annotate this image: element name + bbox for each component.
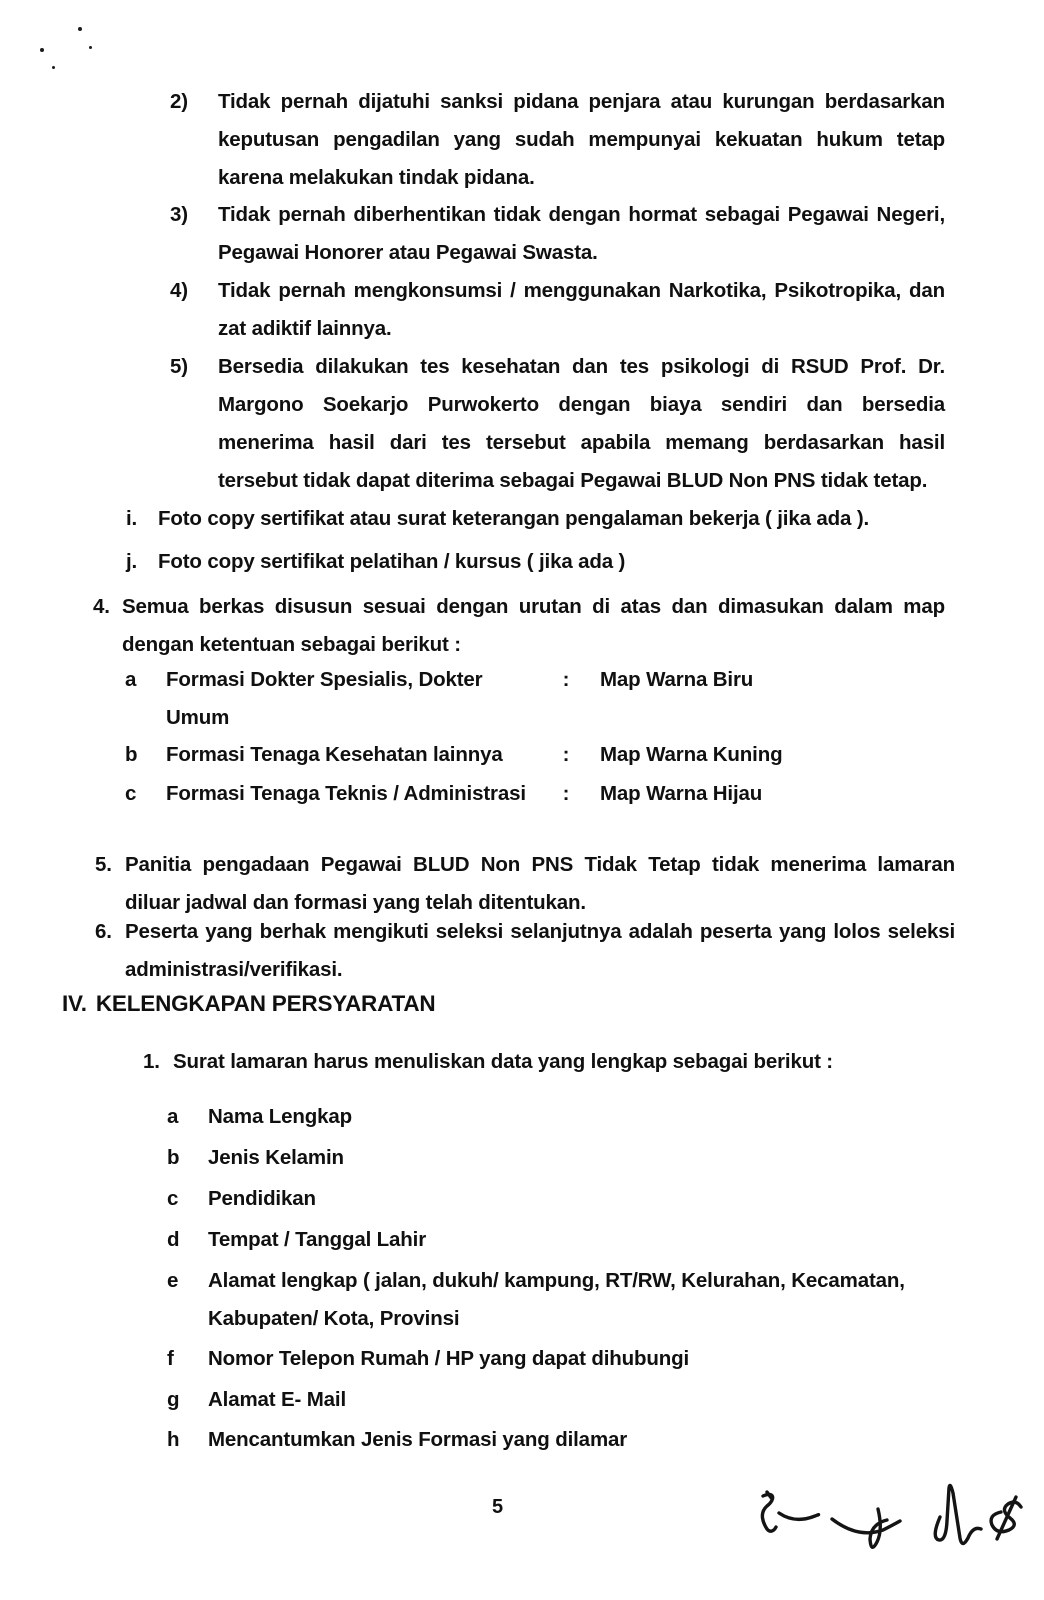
list-marker: 2) (170, 90, 188, 113)
data-field-row (167, 1262, 977, 1338)
data-field-row (167, 1381, 977, 1419)
field-text: Jenis Kelamin (208, 1146, 344, 1169)
map-color-value: Map Warna Hijau (600, 782, 763, 805)
row-marker: d (167, 1228, 180, 1251)
list-marker: i. (126, 507, 138, 530)
map-color-value: Map Warna Kuning (600, 743, 783, 766)
separator-colon: : (562, 782, 570, 805)
list-marker: j. (126, 550, 138, 573)
row-marker: c (167, 1187, 179, 1210)
data-field-row (167, 1221, 977, 1259)
row-marker: b (125, 743, 138, 766)
list-item-5 (170, 348, 945, 500)
rule-item-5 (95, 846, 955, 922)
row-marker: h (167, 1428, 180, 1451)
list-item-text: Bersedia dilakukan tes kesehatan dan tes psikologi di RSUD Prof. Dr. Margono Soekarjo Purwokerto dengan biaya sendiri dan bersedia menerima hasil dari tes tersebut apabila memang berdasarkan hasil tersebut tidak dapat diterima sebagai Pegawai BLUD Non PNS tidak tetap. (218, 355, 945, 492)
list-marker: 5. (95, 853, 112, 876)
row-marker: a (125, 668, 137, 691)
signature-stroke-2 (779, 1513, 819, 1519)
scan-speck (40, 48, 44, 52)
list-item-text: Panitia pengadaan Pegawai BLUD Non PNS Tidak Tetap tidak menerima lamaran diluar jadwal dan formasi yang telah ditentukan. (125, 853, 955, 914)
section-title: KELENGKAPAN PERSYARATAN (95, 991, 436, 1016)
field-text: Alamat E- Mail (208, 1388, 347, 1411)
list-item-text: Peserta yang berhak mengikuti seleksi selanjutnya adalah peserta yang lolos seleksi administrasi/verifikasi. (125, 920, 955, 981)
list-marker: 6. (95, 920, 112, 943)
list-item-2 (170, 83, 945, 197)
field-text: Pendidikan (208, 1187, 316, 1210)
section-heading (62, 985, 435, 1023)
list-marker: 4. (93, 595, 110, 618)
list-item-3 (170, 196, 945, 272)
map-table-row (125, 661, 1005, 737)
section-numeral: IV. (62, 991, 87, 1016)
map-color-value: Map Warna Biru (600, 668, 754, 691)
map-table-row (125, 736, 1005, 774)
scan-speck (89, 46, 92, 49)
letter-requirement-item (143, 1043, 1003, 1081)
field-text: Nama Lengkap (208, 1105, 353, 1128)
row-marker: a (167, 1105, 179, 1128)
data-field-row (167, 1421, 977, 1459)
list-item-text: Tidak pernah mengkonsumsi / menggunakan Narkotika, Psikotropika, dan zat adiktif lainnya. (218, 279, 945, 340)
list-item-text: Surat lamaran harus menuliskan data yang lengkap sebagai berikut : (173, 1050, 833, 1073)
row-marker: e (167, 1269, 179, 1292)
rule-item-6 (95, 913, 955, 989)
formation-label: Formasi Tenaga Kesehatan lainnya (166, 743, 503, 766)
list-marker: 5) (170, 355, 188, 378)
field-text: Alamat lengkap ( jalan, dukuh/ kampung, RT/RW, Kelurahan, Kecamatan, Kabupaten/ Kota, Provinsi (208, 1269, 905, 1330)
page-number: 5 (492, 1496, 504, 1518)
separator-colon: : (562, 743, 570, 766)
list-marker: 1. (143, 1050, 160, 1073)
data-field-row (167, 1340, 977, 1378)
map-table-row (125, 775, 1005, 813)
formation-label: Formasi Tenaga Teknis / Administrasi (166, 782, 526, 805)
list-item-j (126, 543, 986, 581)
field-text: Nomor Telepon Rumah / HP yang dapat dihubungi (208, 1347, 690, 1370)
signature-stroke-5 (935, 1485, 981, 1543)
scan-speck (52, 66, 55, 69)
list-item-text: Tidak pernah dijatuhi sanksi pidana penjara atau kurungan berdasarkan keputusan pengadilan yang sudah mempunyai kekuatan hukum tetap karena melakukan tindak pidana. (218, 90, 945, 189)
formation-label: Formasi Dokter Spesialis, Dokter Umum (166, 668, 483, 729)
data-field-row (167, 1139, 977, 1177)
list-item-i (126, 500, 986, 538)
list-marker: 4) (170, 279, 188, 302)
list-item-4 (170, 272, 945, 348)
list-marker: 3) (170, 203, 188, 226)
scan-speck (78, 27, 82, 31)
handwritten-initials (750, 1478, 1042, 1564)
row-marker: g (167, 1388, 180, 1411)
folder-rule-item (93, 588, 945, 664)
row-marker: b (167, 1146, 180, 1169)
separator-colon: : (562, 668, 570, 691)
list-item-text: Foto copy sertifikat atau surat keterangan pengalaman bekerja ( jika ada ). (158, 507, 870, 530)
data-field-row (167, 1098, 977, 1136)
signature-stroke-1 (762, 1492, 776, 1531)
list-item-text: Semua berkas disusun sesuai dengan urutan di atas dan dimasukan dalam map dengan ketentuan sebagai berikut : (122, 595, 945, 656)
list-item-text: Foto copy sertifikat pelatihan / kursus ( jika ada ) (158, 550, 626, 573)
data-field-row (167, 1180, 977, 1218)
list-item-text: Tidak pernah diberhentikan tidak dengan hormat sebagai Pegawai Negeri, Pegawai Honorer atau Pegawai Swasta. (218, 203, 945, 264)
field-text: Mencantumkan Jenis Formasi yang dilamar (208, 1428, 628, 1451)
row-marker: c (125, 782, 137, 805)
signature-stroke-3 (832, 1519, 900, 1533)
row-marker: f (167, 1347, 174, 1370)
field-text: Tempat / Tanggal Lahir (208, 1228, 427, 1251)
